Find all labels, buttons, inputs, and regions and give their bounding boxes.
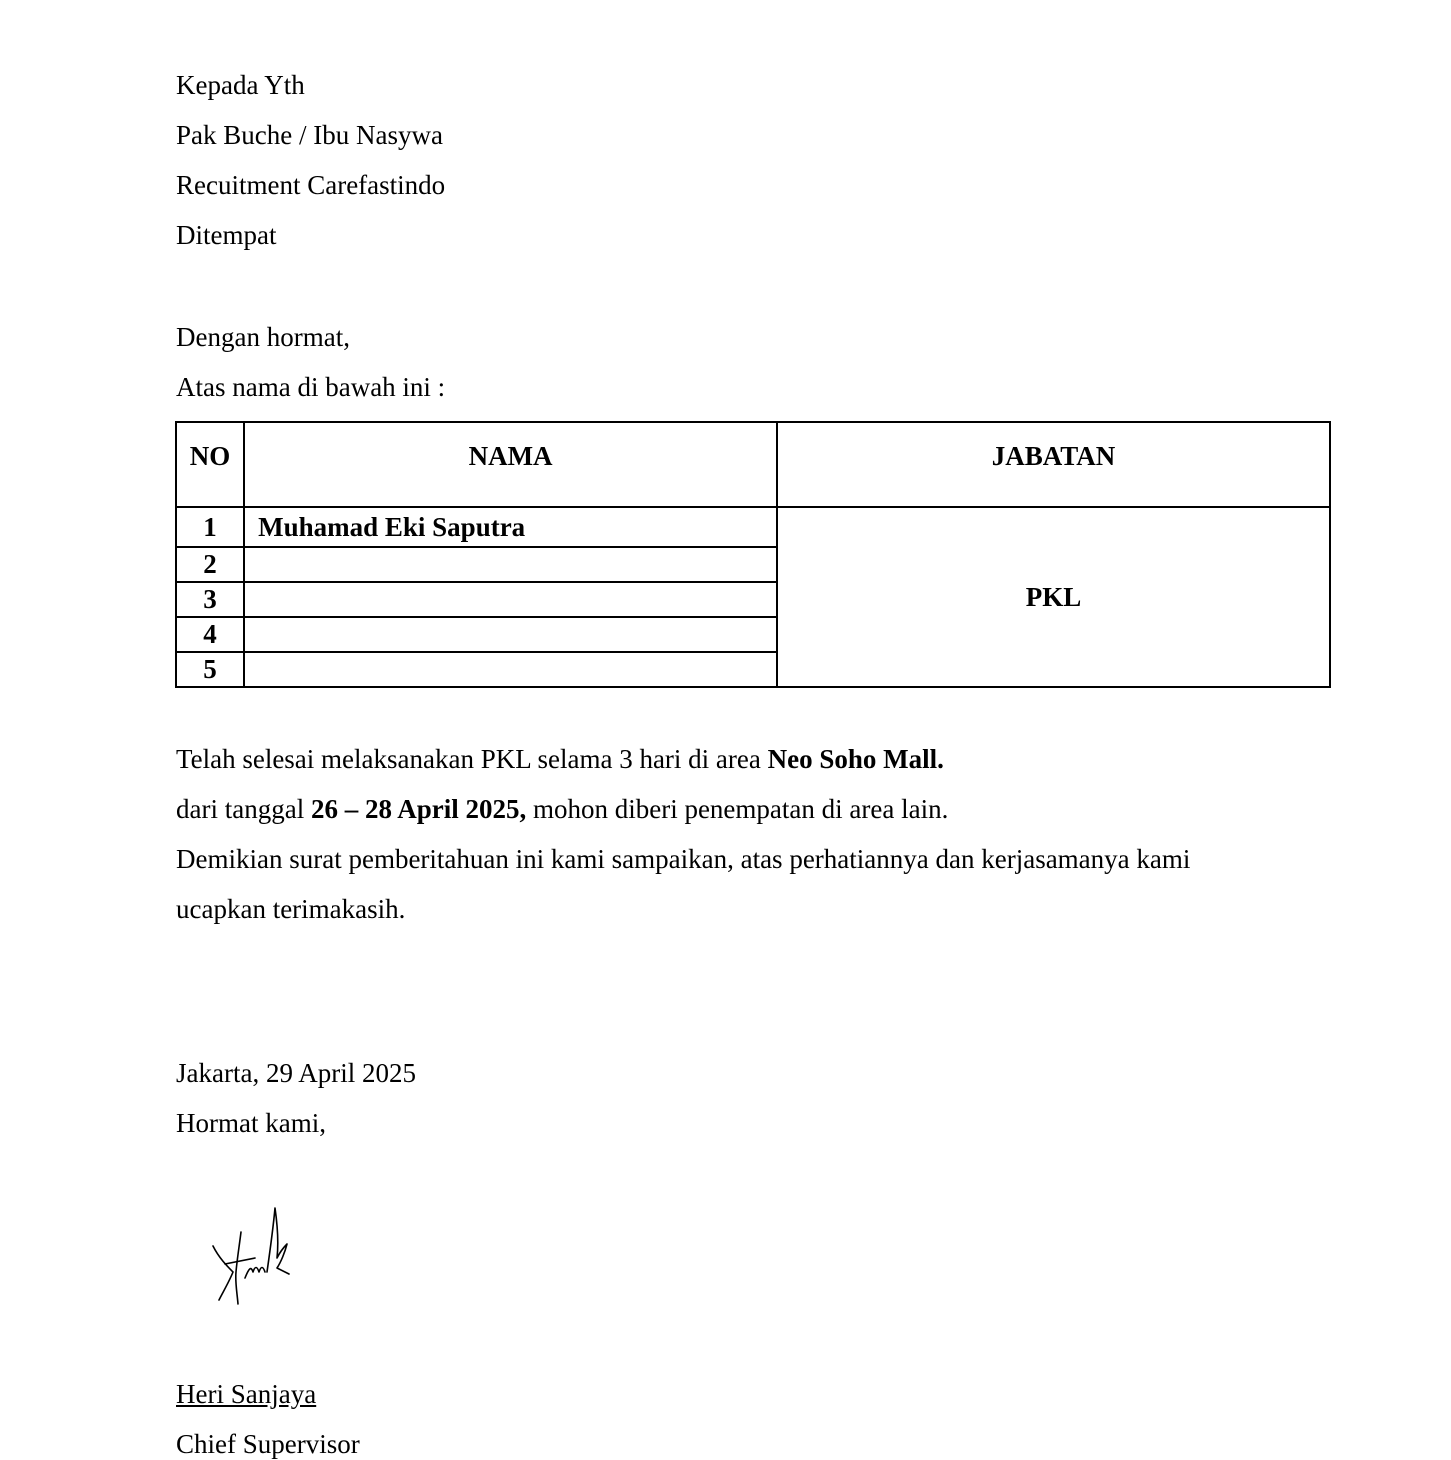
row-number: 3	[176, 582, 244, 617]
position-cell: PKL	[777, 507, 1330, 687]
row-name	[244, 652, 777, 687]
body-p1-text: Telah selesai melaksanakan PKL selama 3 hari di area	[176, 744, 768, 774]
row-number: 2	[176, 547, 244, 582]
header-no: NO	[176, 422, 244, 507]
table-row	[176, 507, 1330, 547]
signer-name: Heri Sanjaya	[176, 1379, 317, 1409]
row-number: 5	[176, 652, 244, 687]
table-header-row	[176, 422, 1330, 507]
row-name	[244, 617, 777, 652]
row-number: 4	[176, 617, 244, 652]
intro-text: Atas nama di bawah ini :	[176, 372, 446, 402]
body-paragraph-3-line-1: Demikian surat pemberitahuan ini kami sampaikan, atas perhatiannya dan kerjasamanya kami	[176, 844, 1191, 874]
row-name: Muhamad Eki Saputra	[244, 507, 777, 547]
body-paragraph-2	[176, 793, 948, 825]
row-name	[244, 547, 777, 582]
body-paragraph-3-line-2: ucapkan terimakasih.	[176, 894, 406, 924]
body-p2-text-b: mohon diberi penempatan di area lain.	[526, 794, 949, 824]
row-number: 1	[176, 507, 244, 547]
recipient-line-4: Ditempat	[176, 220, 277, 250]
staff-table	[175, 421, 1331, 688]
row-name	[244, 582, 777, 617]
recipient-line-1: Kepada Yth	[176, 70, 305, 100]
body-p2-text-a: dari tanggal	[176, 794, 311, 824]
date-range: 26 – 28 April 2025,	[310, 794, 527, 824]
place-date: Jakarta, 29 April 2025	[176, 1058, 416, 1088]
recipient-line-2: Pak Buche / Ibu Nasywa	[176, 120, 443, 150]
signer-title: Chief Supervisor	[176, 1429, 360, 1459]
greeting: Dengan hormat,	[176, 322, 350, 352]
recipient-line-3: Recuitment Carefastindo	[176, 170, 446, 200]
body-paragraph-1	[176, 743, 944, 775]
header-position: JABATAN	[777, 422, 1330, 507]
closing-regards: Hormat kami,	[176, 1108, 326, 1138]
header-name: NAMA	[244, 422, 777, 507]
location-name: Neo Soho Mall.	[767, 744, 944, 774]
signature-image	[205, 1200, 295, 1308]
